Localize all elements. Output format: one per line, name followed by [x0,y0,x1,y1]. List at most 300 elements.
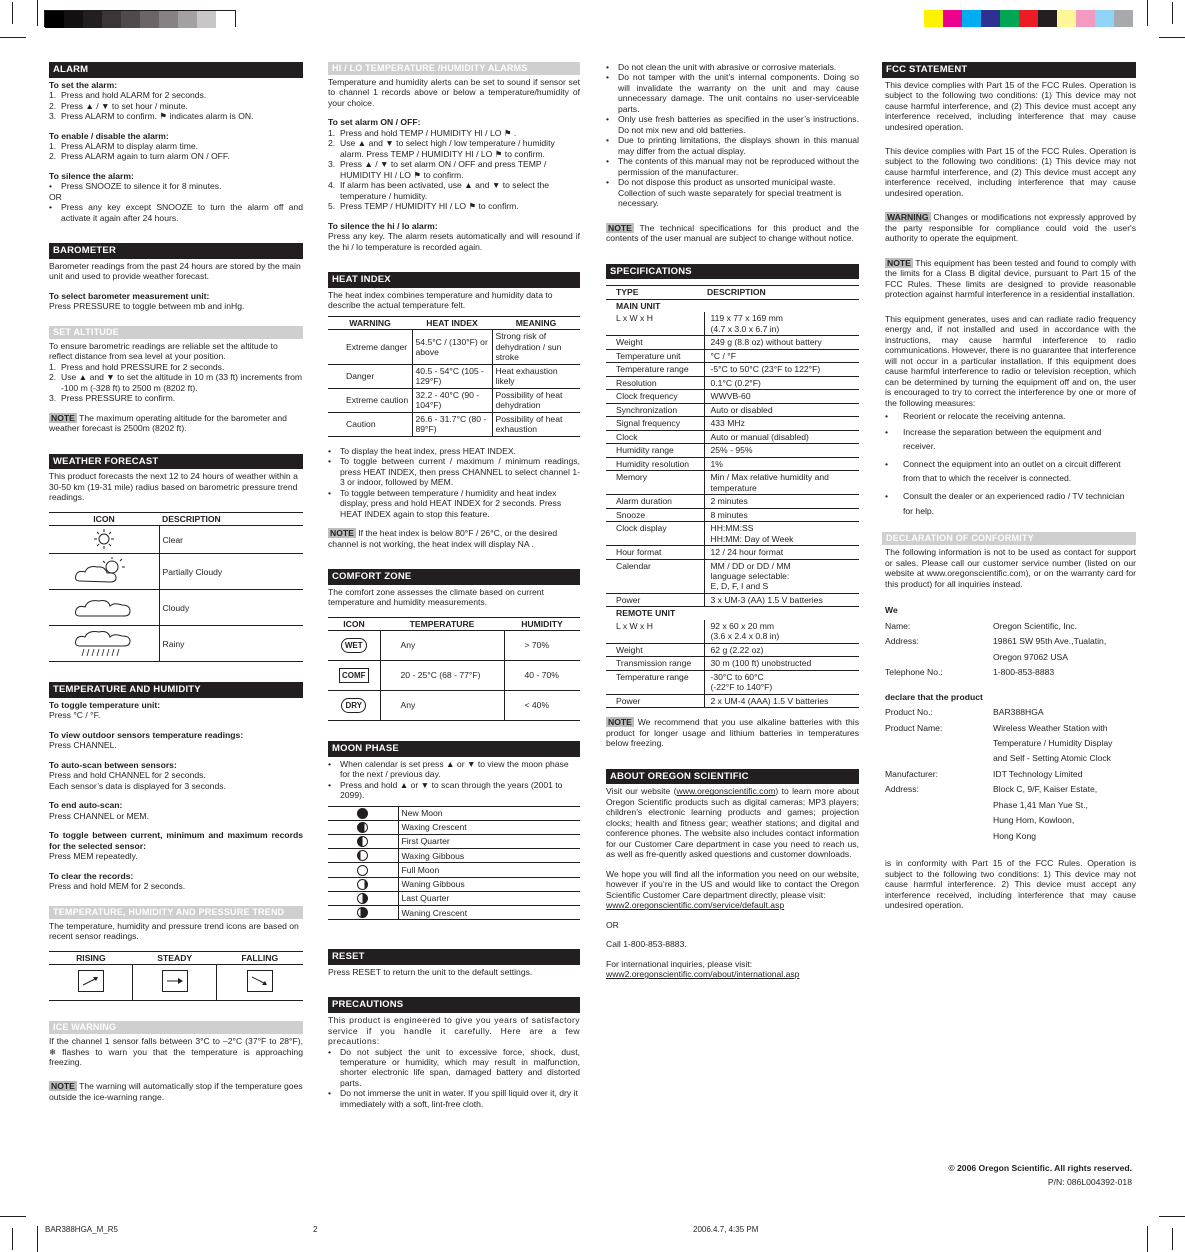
spec-row [606,376,859,389]
sun-icon [94,529,114,549]
table-row [328,364,580,388]
crop-mark [1159,1216,1185,1217]
heat-index-table [328,316,580,437]
spec-type: Clock [606,430,704,443]
color-swatch [962,10,981,27]
warning-badge: WARNING [887,212,929,223]
table-row [328,835,580,849]
precautions-heading: PRECAUTIONS [328,997,580,1013]
heat-intro: The heat index combines temperature and humidity data to describe the actual temperature felt. [328,289,553,311]
note-badge: NOTE [608,222,632,233]
spec-value: 2 minutes [704,495,859,508]
heat-warning: Danger [328,364,412,388]
crop-mark [1159,37,1185,38]
note-badge: NOTE [51,412,75,423]
list-item: 2. Press ▲ / ▼ to set hour / minute. [49,100,188,111]
new-moon-icon [357,808,368,819]
reset-heading: RESET [328,949,580,965]
moon-phase-name: Last Quarter [398,891,580,905]
moon-phase-name: Waning Gibbous [398,877,580,891]
spec-type: Calendar [606,559,704,593]
forecast-desc: Partially Cloudy [159,554,303,590]
list-item: • To toggle between current / maximum / minimum readings, press HEAT INDEX, then press CHANNEL to select channel 1-3 or indoor, followed by MEM. [328,456,580,488]
list-item: 1. Press and hold TEMP / HUMIDITY HI / LO ⚑ . [328,127,517,138]
spec-row [606,670,859,694]
moon-phase-heading: MOON PHASE [328,741,580,757]
spec-row [606,620,859,643]
auto-scan-text: Press and hold CHANNEL for 2 seconds. [49,770,206,781]
table-row [49,590,303,626]
forecast-desc: Rainy [159,626,303,662]
or-text: OR [49,191,62,202]
trend-col: RISING [76,952,106,963]
spec-type: Alarm duration [606,495,704,508]
spec-type: Memory [606,471,704,495]
heat-warning: Extreme danger [328,330,412,364]
heat-range: 26.6 - 31.7°C (80 - 89°F) [412,412,492,436]
list-item: • Do not dispose this product as unsorted municipal waste. Collection of such waste separately for special treatment is necessary. [606,177,842,209]
heat-meaning: Strong risk of dehydration / sun stroke [492,330,580,364]
list-item: • Consult the dealer or an experienced radio / TV technician for help. [885,491,1125,516]
spec-type: Temperature range [606,670,704,694]
table-row [49,626,303,662]
list-item: • The contents of this manual may not be reproduced without the permission of the manufacturer. [606,156,859,177]
fcc-note: NOTE This equipment has been tested and found to comply with the limits for a Class B digital device, pursuant to Part 15 of the FCC Rules. These limits are designed to provide reasonable protection against harmful interference in a residential installation. [885,257,1137,300]
list-item: • Do not clean the unit with abrasive or corrosive materials. [606,62,837,72]
spec-col-desc: DESCRIPTION [704,286,859,299]
spec-row [606,430,859,443]
spec-value: 92 x 60 x 20 mm (3.6 x 2.4 x 0.8 in) [704,620,859,643]
alarm-set-heading: To set the alarm: [49,79,118,90]
heat-meaning: Heat exhaustion likely [492,364,580,388]
gray-swatch [178,11,197,28]
heat-range: 54.5°C / (130°F) or above [412,330,492,364]
gray-swatch [159,11,178,28]
auto-scan-heading: To auto-scan between sensors: [49,759,177,770]
spec-group-row: MAIN UNIT [616,300,661,311]
spec-row [606,312,859,335]
note-badge: NOTE [608,717,632,728]
waning-crescent-icon [357,907,368,918]
trend-table [49,951,303,1001]
first-quarter-icon [357,836,368,847]
list-item: • Only use fresh batteries as specified in the user’s instructions. Do not mix new and old batteries. [606,114,859,135]
clear-records-heading: To clear the records: [49,870,134,881]
specs-note: NOTE We recommend that you use alkaline batteries with this product for longer usage and lithium batteries in temperatures below freezing. [606,717,860,749]
spec-row [606,508,859,521]
fcc-text: This device complies with Part 15 of the FCC Rules. Operation is subject to the following two conditions: (1) This device may not cause harmful interference, and (2) This device must accept any interference received, including interference that may cause undesired operation. [885,79,1136,132]
comfort-humidity: > 70% [504,631,580,661]
column-4 [882,62,1136,911]
fcc-text: This device complies with Part 15 of the FCC Rules. Operation is subject to the following two conditions: (1) This device may not cause harmful interference, and (2) This device must accept any interference received, including interference that may cause undesired operation. [885,146,1136,198]
rising-arrow-icon [78,970,104,992]
crop-mark [1147,0,1148,26]
spec-value: WWVB-60 [704,390,859,403]
list-item: 3. Press ALARM to confirm. ⚑ indicates alarm is ON. [49,111,254,122]
spec-type: Clock frequency [606,390,704,403]
doc-row: and Self - Setting Atomic Clock [993,753,1111,764]
heat-range: 32.2 - 40°C (90 - 104°F) [412,388,492,412]
part-number: P/N: 086L004392-018 [1047,1177,1132,1187]
spec-row [606,349,859,362]
reset-text: Press RESET to return the unit to the default settings. [328,966,533,977]
spec-value: 62 g (2.22 oz) [704,643,859,656]
international-link[interactable]: www2.oregonscientific.com/about/international.asp [606,969,800,980]
note-badge: NOTE [51,1081,75,1092]
spec-value: Auto or disabled [704,403,859,416]
spec-row [606,495,859,508]
doc-row: Name: Oregon Scientific, Inc. [885,620,1078,631]
table-row [328,631,580,661]
dry-icon: DRY [341,698,366,714]
heat-meaning: Possibility of heat dehydration [492,388,580,412]
waxing-gibbous-icon [357,850,368,861]
about-contact-text: We hope you will find all the information you need on our website, however if you’re in the US and would like to contact the Oregon Scientific Customer Care department directly, please visit: [606,868,859,900]
spec-group-row: REMOTE UNIT [616,608,676,619]
set-altitude-heading: SET ALTITUDE [49,326,303,339]
moon-phase-name: New Moon [398,806,580,820]
trend-heading: TEMPERATURE, HUMIDITY AND PRESSURE TREND [49,906,303,919]
end-scan-heading: To end auto-scan: [49,800,123,811]
records-text: Press MEM repeatedly. [49,851,138,862]
falling-arrow-icon [247,970,273,992]
moon-phase-name: First Quarter [398,835,580,849]
precautions-intro: This product is engineered to give you years of satisfactory service if you handle it carefully. Here are a few precautions: [328,1015,580,1047]
spec-value: Auto or manual (disabled) [704,430,859,443]
crop-mark [37,0,38,26]
doc-row: Product No.: BAR388HGA [885,707,1044,718]
list-item: 3. Press ▲ / ▼ to set alarm ON / OFF and press TEMP / HUMIDITY HI / LO ⚑ to confirm. [328,159,547,180]
spec-row [606,546,859,559]
forecast-desc: Clear [159,526,303,554]
toggle-unit-text: Press °C / °F. [49,710,101,721]
comf-icon: COMF [339,668,369,684]
spec-value: 3 x UM-3 (AA) 1.5 V batteries [704,593,859,606]
color-swatch [943,10,962,27]
list-item: • To toggle between temperature / humidity and heat index display, press and hold HEAT INDEX for 2 seconds. Press HEAT INDEX again to stop this feature. [328,487,562,519]
table-row [328,412,580,436]
hilo-set-heading: To set alarm ON / OFF: [328,117,421,128]
moon-phase-name: Full Moon [398,863,580,877]
gray-calibration-bar [44,10,236,27]
column-1 [49,62,303,1102]
hilo-silence-heading: To silence the hi / lo alarm: [328,220,438,231]
table-row [328,849,580,863]
declaration-heading: DECLARATION OF CONFORMITY [882,532,1136,545]
spec-row [606,643,859,656]
spec-value: 8 minutes [704,508,859,521]
cloud-icon [72,594,136,620]
about-heading: ABOUT OREGON SCIENTIFIC [606,769,859,785]
spec-type: Power [606,694,704,707]
moon-phase-name: Waxing Crescent [398,820,580,834]
records-heading: To toggle between current, minimum and maximum records for the selected sensor: [49,830,303,851]
conformity-text: is in conformity with Part 15 of the FCC Rules. Operation is subject to the following two conditions: 1) This device may not cause harmful interference. 2) This device must accept any interference received, including interference that may cause undesired operation. [885,858,1136,911]
toggle-unit-heading: To toggle temperature unit: [49,699,161,710]
column-2 [328,62,580,1109]
spec-row [606,522,859,546]
spec-value: 25% - 95% [704,444,859,457]
list-item: 2. Press ALARM again to turn alarm ON / OFF. [49,151,230,162]
temperature-humidity-heading: TEMPERATURE AND HUMIDITY [49,682,303,698]
note-badge: NOTE [887,257,911,268]
doc-row: Oregon 97062 USA [993,651,1069,662]
copyright: © 2006 Oregon Scientific. All rights reserved. [948,1163,1132,1173]
table-row [328,820,580,834]
comfort-temp: Any [380,691,504,721]
list-item: • When calendar is set press ▲ or ▼ to view the moon phase for the next / previous day. [328,758,569,780]
spec-row [606,694,859,707]
spec-type: Humidity range [606,444,704,457]
gray-swatch [64,11,83,28]
color-swatch [1019,10,1038,27]
ice-note: NOTE The warning will automatically stop if the temperature goes outside the ice-warning range. [49,1081,303,1102]
clear-records-text: Press and hold MEM for 2 seconds. [49,881,186,892]
list-item: • Do not immerse the unit in water. If you spill liquid over it, dry it immediately with a soft, lint-free cloth. [328,1088,578,1109]
gray-swatch [45,11,64,28]
color-swatch [1095,10,1114,27]
comfort-col: TEMPERATURE [409,618,475,629]
view-outdoor-text: Press CHANNEL. [49,740,117,751]
spec-row [606,363,859,376]
list-item: 1. Press ALARM to display alarm time. [49,141,199,151]
steady-arrow-icon [162,970,188,992]
spec-row [606,417,859,430]
list-item: • Press SNOOZE to silence it for 8 minutes. [49,181,222,192]
crop-mark [37,1226,38,1252]
crop-mark [0,37,26,38]
partly-cloudy-icon [72,557,136,585]
declare-label: declare that the product [885,691,983,702]
comfort-humidity: < 40% [504,691,580,721]
doc-row: Temperature / Humidity Display [993,737,1113,748]
hilo-intro: Temperature and humidity alerts can be set to sound if sensor set to channel 1 records above or below a temperature/humidity of your choice. [328,76,580,108]
moon-phase-name: Waxing Gibbous [398,849,580,863]
list-item: • Do not tamper with the unit’s internal components. Doing so will invalidate the warranty on the unit and may cause unnecessary damage. The unit contains no user-serviceable parts. [606,72,859,114]
list-item: • Press any key except SNOOZE to turn the alarm off and activate it again after 24 hours. [49,202,303,223]
spec-value: 1% [704,457,859,470]
gray-swatch [216,11,235,28]
barometer-unit-text: Press PRESSURE to toggle between mb and inHg. [49,301,245,312]
list-item: 1. Press and hold ALARM for 2 seconds. [49,90,207,101]
barometer-intro: Barometer readings from the past 24 hours are stored by the main unit and used to provide weather forecast. [49,260,301,282]
comfort-temp: 20 - 25°C (68 - 77°F) [380,661,504,691]
spec-type: Clock display [606,522,704,546]
list-item: 2. Use ▲ and ▼ to select high / low temperature / humidity alarm. Press TEMP / HUMIDITY HI / LO ⚑ to confirm. [328,138,555,159]
heat-col: WARNING [349,317,391,328]
moon-phase-name: Waning Crescent [398,906,580,920]
hilo-alarms-heading: HI / LO TEMPERATURE /HUMIDITY ALARMS [328,62,580,75]
color-swatch [924,10,943,27]
doc-row: Hung Hom, Kowloon, [993,815,1075,826]
gray-swatch [197,11,216,28]
full-moon-icon [357,865,368,876]
auto-scan-text: Each sensor’s data is displayed for 3 seconds. [49,780,226,791]
list-item: 4. If alarm has been activated, use ▲ and ▼ to select the temperature / humidity. [328,180,550,201]
spec-value: 0.1°C (0.2°F) [704,376,859,389]
heat-range: 40.5 - 54°C (105 - 129°F) [412,364,492,388]
spec-row [606,444,859,457]
alarm-silence-heading: To silence the alarm: [49,170,134,181]
footer-date: 2006.4.7, 4:35 PM [693,1225,759,1234]
waxing-crescent-icon [357,822,368,833]
service-link[interactable]: www2.oregonscientific.com/service/default.asp [606,900,785,911]
specifications-table [606,285,859,708]
comfort-humidity: 40 - 70% [504,661,580,691]
comfort-intro: The comfort zone assesses the climate based on current temperature and humidity measurements. [328,586,544,608]
table-row [328,891,580,905]
alarm-enable-heading: To enable / disable the alarm: [49,130,169,141]
table-row [328,806,580,820]
spec-type: Weight [606,336,704,349]
trend-col: STEADY [157,952,193,963]
forecast-col-desc: DESCRIPTION [162,513,221,524]
fcc-heading: FCC STATEMENT [882,62,1136,78]
spec-value: 249 g (8.8 oz) without battery [704,336,859,349]
spec-type: Resolution [606,376,704,389]
spec-type: Signal frequency [606,417,704,430]
spec-value: Min / Max relative humidity and temperature [704,471,859,495]
spec-value: 30 m (100 ft) unobstructed [704,657,859,670]
we-label: We [885,605,898,616]
ice-warning-text: If the channel 1 sensor falls between 3°C to –2°C (37°F to 28°F), ❄ flashes to warn you that the temperature is approaching freezing. [49,1036,303,1067]
doc-row: Manufacturer: IDT Technology Limited [885,768,1083,779]
comfort-col: HUMIDITY [521,618,563,629]
waning-gibbous-icon [357,879,368,890]
crop-mark [12,2,13,24]
comfort-zone-heading: COMFORT ZONE [328,569,580,585]
spec-type: L x W x H [606,620,704,643]
spec-row [606,457,859,470]
spec-type: Hour format [606,546,704,559]
spec-value: 433 MHz [704,417,859,430]
spec-row [606,657,859,670]
table-row [49,554,303,590]
precautions-note: NOTE The technical specifications for this product and the contents of the user manual are subject to change without notice. [606,222,859,244]
spec-value: °C / °F [704,349,859,362]
spec-type: Snooze [606,508,704,521]
spec-value: -30°C to 60°C (-22°F to 140°F) [704,670,859,694]
color-swatch [1076,10,1095,27]
website-link[interactable]: www.oregonscientific.com [676,786,776,797]
fcc-warning: WARNING Changes or modifications not expressly approved by the party responsible for compliance could void the user's authority to operate the equipment. [885,212,1136,244]
list-item: • Press and hold ▲ or ▼ to scan through the years (2001 to 2099). [328,779,563,801]
heat-col: MEANING [515,317,557,328]
forecast-col-icon: ICON [93,513,115,524]
gray-swatch [140,11,159,28]
heat-meaning: Possibility of heat exhaustion [492,412,580,436]
list-item: • Connect the equipment into an outlet on a circuit different from that to which the receiver is connected. [885,458,1121,484]
spec-type: Transmission range [606,657,704,670]
spec-value: HH:MM:SS HH:MM: Day of Week [704,522,859,546]
column-3 [606,62,859,980]
spec-type: Synchronization [606,403,704,416]
spec-value: 119 x 77 x 169 mm (4.7 x 3.0 x 6.7 in) [704,312,859,335]
footer-filename: BAR388HGA_M_R5 [45,1225,118,1234]
color-calibration-bar [924,10,1133,27]
crop-mark [12,1228,13,1250]
footer-page: 2 [313,1225,318,1234]
gray-swatch [83,11,102,28]
crop-mark [1172,1228,1173,1250]
heat-warning: Caution [328,412,412,436]
rain-icon [72,628,136,658]
doc-row: Address: 19861 SW 95th Ave.,Tualatin, [885,636,1107,647]
crop-mark [0,1216,26,1217]
spec-type: Temperature range [606,363,704,376]
fcc-text: This equipment generates, uses and can radiate radio frequency energy and, if not installed and used in accordance with the instructions, may cause harmful interference to radio communications. However, there is no guarantee that interference will not occur in a particular installation. If this equipment does cause harmful interference to radio or television reception, which can be determined by turning the equipment off and on, the user is encouraged to try to correct the interference by one or more of the following measures: [885,313,1136,408]
list-item: • To display the heat index, press HEAT INDEX. [328,445,516,456]
spec-row [606,471,859,495]
comfort-temp: Any [380,631,504,661]
comfort-table [328,617,580,721]
doc-row: Phase 1,41 Man Yue St., [993,799,1088,810]
gray-swatch [121,11,140,28]
heat-col: HEAT INDEX [426,317,478,328]
list-item: 5. Press TEMP / HUMIDITY HI / LO ⚑ to confirm. [328,201,519,212]
spec-row [606,336,859,349]
comfort-col: ICON [343,618,365,629]
table-row [328,863,580,877]
wet-icon: WET [341,638,367,654]
list-item: 2. Use ▲ and ▼ to set the altitude in 10 m (33 ft) increments from -100 m (-328 ft) to 2500 m (8202 ft). [49,372,303,393]
spec-value: 2 x UM-4 (AAA) 1.5 V batteries [704,694,859,707]
color-swatch [1000,10,1019,27]
crop-mark [1172,2,1173,24]
doc-row: Address: Block C, 9/F, Kaiser Estate, [885,784,1098,795]
specifications-heading: SPECIFICATIONS [606,264,859,280]
spec-value: 12 / 24 hour format [704,546,859,559]
table-row [328,691,580,721]
table-row [328,388,580,412]
list-item: • Due to printing limitations, the displays shown in this manual may differ from the actual display. [606,135,859,156]
barometer-heading: BAROMETER [49,243,303,259]
list-item: 1. Press and hold PRESSURE for 2 seconds. [49,361,225,372]
gray-swatch [102,11,121,28]
call-text: Call 1-800-853-8883. [606,939,687,950]
color-swatch [981,10,1000,27]
altitude-intro: To ensure barometric readings are reliable set the altitude to reflect distance from sea level at your position. [49,340,278,362]
ice-warning-heading: ICE WARNING [49,1021,303,1034]
view-outdoor-heading: To view outdoor sensors temperature readings: [49,729,244,740]
heat-warning: Extreme caution [328,388,412,412]
or-text: OR [606,919,619,930]
doc-row: Telephone No.: 1-800-853-8883 [885,667,1055,678]
spec-type: Power [606,593,704,606]
hilo-silence-text: Press any key. The alarm resets automatically and will resound if the hi / lo temperature is recorded again. [328,231,580,252]
spec-type: L x W x H [606,312,704,335]
table-row [328,906,580,920]
spec-row [606,403,859,416]
spec-type: Weight [606,643,704,656]
trend-col: FALLING [241,952,279,963]
forecast-table [49,512,303,662]
color-swatch [1057,10,1076,27]
moon-table [328,806,580,921]
weather-forecast-heading: WEATHER FORECAST [49,454,303,470]
forecast-desc: Cloudy [159,590,303,626]
end-scan-text: Press CHANNEL or MEM. [49,810,149,821]
doc-row: Hong Kong [993,830,1037,841]
spec-col-type: TYPE [606,286,704,299]
doc-row: Product Name: Wireless Weather Station with [885,722,1108,733]
about-text: Visit our website (www.oregonscientific.com) to learn more about Oregon Scientific products such as digital cameras; MP3 players; children’s electronic learning products and games; projection clocks; health and fitness gear; weather stations; and digital and conference phones. The website also includes contact information for our Customer Care department in case you need to reach us, as well as fre-quently asked questions and customer downloads. [606,786,859,860]
intl-text: For international inquiries, please visit: [606,958,753,969]
spec-value: MM / DD or DD / MM language selectable: E, D, F, I and S [704,559,859,593]
list-item: • Increase the separation between the equipment and receiver. [885,426,1102,452]
color-swatch [1114,10,1133,27]
forecast-intro: This product forecasts the next 12 to 24 hours of weather within a 30-50 km (19-31 mile) radius based on barometric pressure trend readings. [49,471,298,503]
